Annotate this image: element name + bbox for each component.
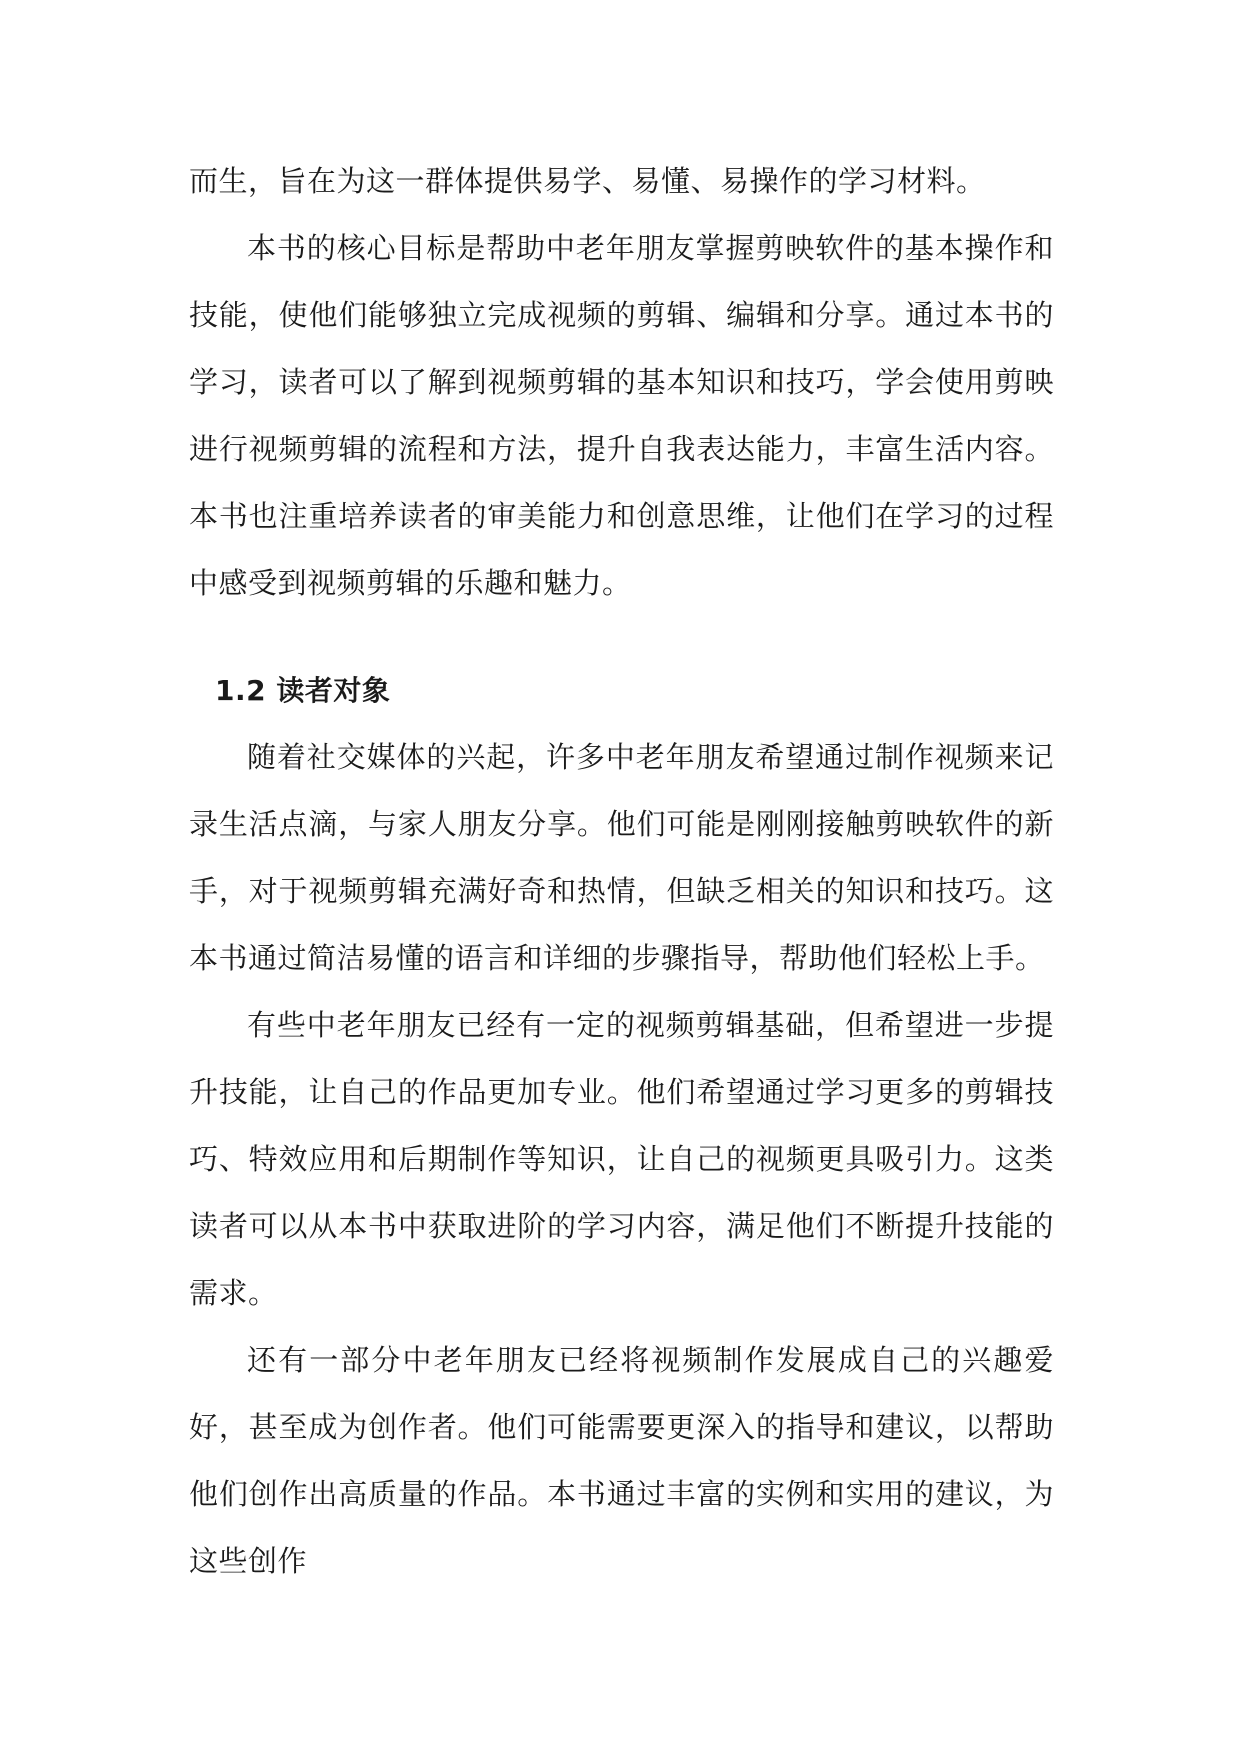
paragraph-continuation: 而生，旨在为这一群体提供易学、易懂、易操作的学习材料。 (189, 164, 986, 198)
paragraph-creators: 还有一部分中老年朋友已经将视频制作发展成自己的兴趣爱好，甚至成为创作者。他们可能需要更深入的指导和建议，以帮助他们创作出高质量的作品。本书通过丰富的实例和实用的建议，为这些创作 (189, 1343, 1054, 1578)
page-body (189, 148, 1054, 1595)
section-heading: 1.2 读者对象 (215, 674, 391, 707)
paragraph-intermediate-users: 有些中老年朋友已经有一定的视频剪辑基础，但希望进一步提升技能，让自己的作品更加专业。他们希望通过学习更多的剪辑技巧、特效应用和后期制作等知识，让自己的视频更具吸引力。这类读者可以从本书中获取进阶的学习内容，满足他们不断提升技能的需求。 (189, 1008, 1054, 1310)
paragraph-core-goal: 本书的核心目标是帮助中老年朋友掌握剪映软件的基本操作和技能，使他们能够独立完成视频的剪辑、编辑和分享。通过本书的学习，读者可以了解到视频剪辑的基本知识和技巧，学会使用剪映进行视频剪辑的流程和方法，提升自我表达能力，丰富生活内容。本书也注重培养读者的审美能力和创意思维，让他们在学习的过程中感受到视频剪辑的乐趣和魅力。 (189, 231, 1054, 600)
paragraph-new-users: 随着社交媒体的兴起，许多中老年朋友希望通过制作视频来记录生活点滴，与家人朋友分享。他们可能是刚刚接触剪映软件的新手，对于视频剪辑充满好奇和热情，但缺乏相关的知识和技巧。这本书通过简洁易懂的语言和详细的步骤指导，帮助他们轻松上手。 (189, 740, 1054, 975)
